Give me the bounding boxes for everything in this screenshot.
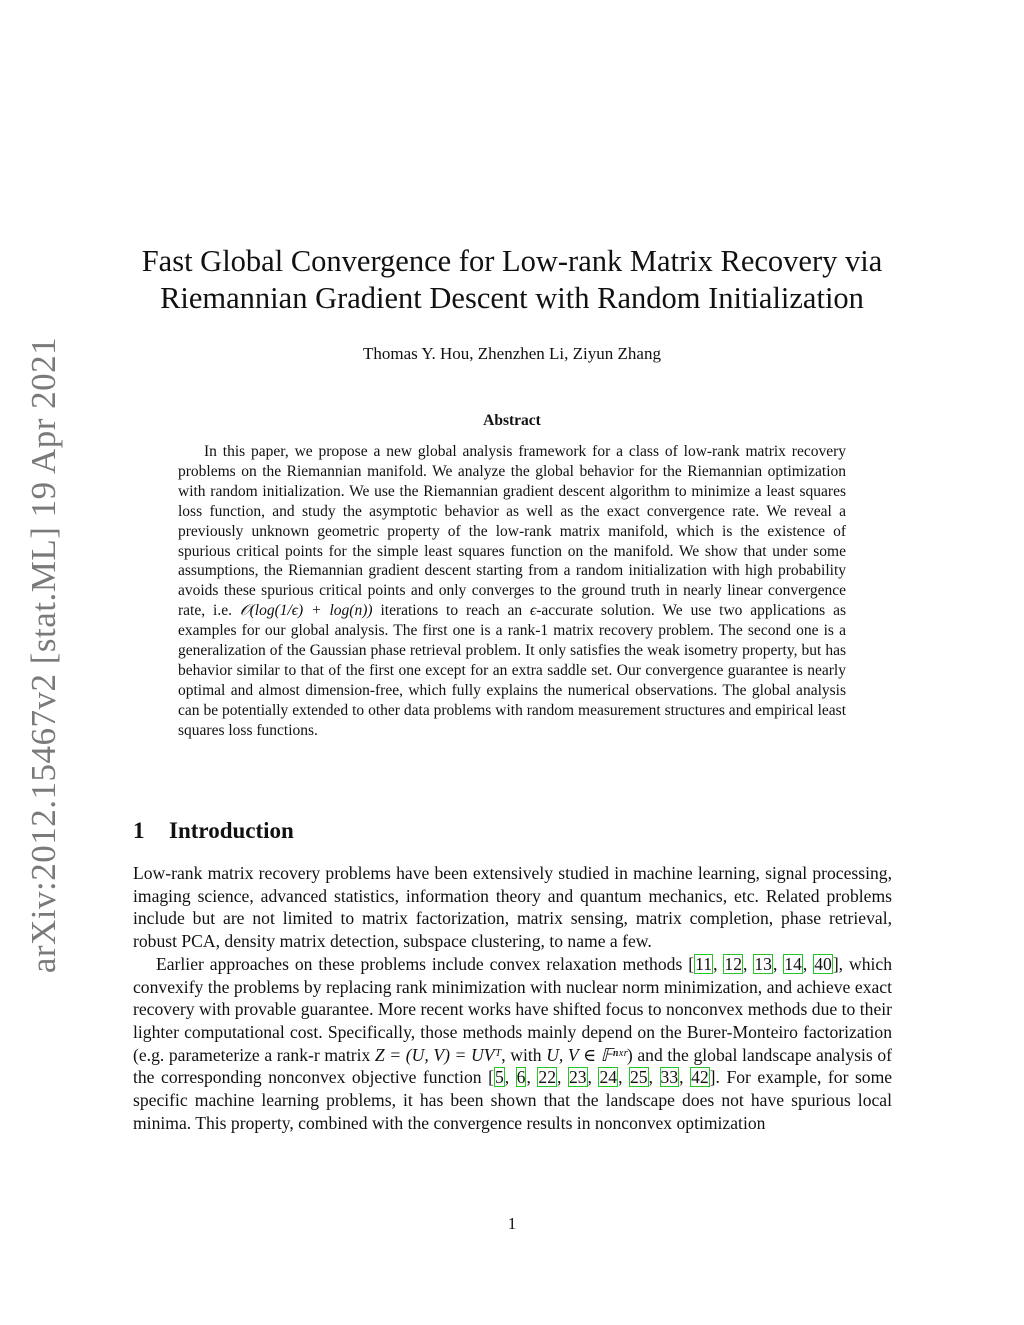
intro-body <box>133 862 892 1134</box>
paper-title <box>90 243 934 317</box>
section-title: Introduction <box>169 818 294 843</box>
citation-link[interactable]: 25 <box>630 1067 648 1088</box>
intro-text-3: , with <box>501 1044 547 1065</box>
intro-text-4: ) and the global landscape analysis of the corresponding nonconvex objective function [ <box>133 1044 892 1088</box>
arxiv-stamp <box>12 336 76 974</box>
page-number: 1 <box>507 1214 517 1233</box>
citation-link[interactable]: 23 <box>568 1067 587 1088</box>
citation-link[interactable]: 11 <box>695 953 713 974</box>
citation-link[interactable]: 12 <box>724 953 742 974</box>
intro-text-1: Earlier approaches on these problems include convex relaxation methods [ <box>156 953 695 974</box>
section-heading <box>133 817 294 845</box>
citation-link[interactable]: 5 <box>494 1067 504 1088</box>
math-epsilon: ϵ <box>530 602 537 620</box>
title-line-2: Riemannian Gradient Descent with Random Initialization <box>160 281 864 315</box>
citation-link[interactable]: 14 <box>784 953 802 974</box>
abstract-text-2: iterations to reach an <box>372 602 530 620</box>
citation-link[interactable]: 22 <box>538 1067 556 1088</box>
abstract-text-1: In this paper, we propose a new global analysis framework for a class of low-rank matrix recovery problems on the Riemannian manifold. We analyze the global behavior for the Riemannian optimization with random initialization. We use the Riemannian gradient descent algorithm to minimize a least squares loss function, and study the asymptotic behavior as well as the exact convergence rate. We reveal a previously unknown geometric property of the low-rank matrix manifold, which is the existence of spurious critical points for the simple least squares function on the manifold. We show that under some assumptions, the Riemannian gradient descent starting from a random initialization with high probability avoids these spurious critical points and only converges to the ground truth in nearly linear convergence rate, i.e. <box>178 443 846 620</box>
section-number: 1 <box>133 818 145 843</box>
title-line-1: Fast Global Convergence for Low-rank Matrix Recovery via <box>141 244 883 278</box>
intro-paragraph-2: Earlier approaches on these problems include convex relaxation methods [11, 12, 13, 14, 40], which convexify the problems by replacing rank minimization with nuclear norm minimization, and achieve exact recovery with provable guarantee. More recent works have shifted focus to nonconvex methods due to their lighter computational cost. Specifically, those methods mainly depend on the Burer-Monteiro factorization (e.g. parameterize a rank-r matrix Z = (U, V) = UVᵀ, with U, V ∈ 𝔽ⁿˣʳ) and the global landscape analysis of the corresponding nonconvex objective function [5, 6, 22, 23, 24, 25, 33, 42]. For example, for some specific machine learning problems, it has been shown that the landscape does not have spurious local minima. This property, combined with the convergence results in nonconvex optimization <box>133 953 893 1133</box>
intro-text-5: ]. For example, for some specific machine learning problems, it has been shown that the landscape does not have spurious local minima. This property, combined with the convergence results in nonconvex optimization <box>133 1067 893 1133</box>
author-list: Thomas Y. Hou, Zhenzhen Li, Ziyun Zhang <box>363 344 661 363</box>
math-convergence-rate: 𝒪(log(1/ϵ) + log(n)) <box>239 602 373 620</box>
citation-link[interactable]: 13 <box>754 953 772 974</box>
intro-paragraph-1: Low-rank matrix recovery problems have been extensively studied in machine learning, signal processing, imaging science, advanced statistics, information theory and quantum mechanics, etc. Related problems include but are not limited to matrix factorization, matrix sensing, matrix completion, phase retrieval, robust PCA, density matrix detection, subspace clustering, to name a few. <box>133 863 892 952</box>
citation-link[interactable]: 33 <box>660 1067 679 1088</box>
abstract-heading: Abstract <box>483 412 541 429</box>
abstract-text-3: -accurate solution. We use two applications as examples for our global analysis. The first one is a rank-1 matrix recovery problem. The second one is a generalization of the Gaussian phase retrieval problem. It only satisfies the weak isometry property, but has behavior similar to that of the first one except for an extra saddle set. Our convergence guarantee is nearly optimal and almost dimension-free, which fully explains the numerical observations. The global analysis can be potentially extended to other data problems with random measurement structures and empirical least squares loss functions. <box>178 602 847 739</box>
math-z-factorization: Z = (U, V) = UVᵀ <box>374 1044 502 1065</box>
intro-text-2: ], which convexify the problems by replacing rank minimization with nuclear norm minimization, and achieve exact recovery with provable guarantee. More recent works have shifted focus to nonconvex methods due to their lighter computational cost. Specifically, those methods mainly depend on the Burer-Monteiro factorization (e.g. parameterize a rank-r matrix <box>133 953 893 1065</box>
arxiv-stamp-text: arXiv:2012.15467v2 [stat.ML] 19 Apr 2021 <box>24 336 64 974</box>
citation-link[interactable]: 6 <box>516 1067 526 1088</box>
citation-link[interactable]: 42 <box>691 1067 709 1088</box>
citation-link[interactable]: 40 <box>814 953 832 974</box>
math-uv-space: U, V ∈ 𝔽ⁿˣʳ <box>546 1044 627 1065</box>
abstract-body <box>178 442 846 741</box>
citation-link[interactable]: 24 <box>599 1067 618 1088</box>
